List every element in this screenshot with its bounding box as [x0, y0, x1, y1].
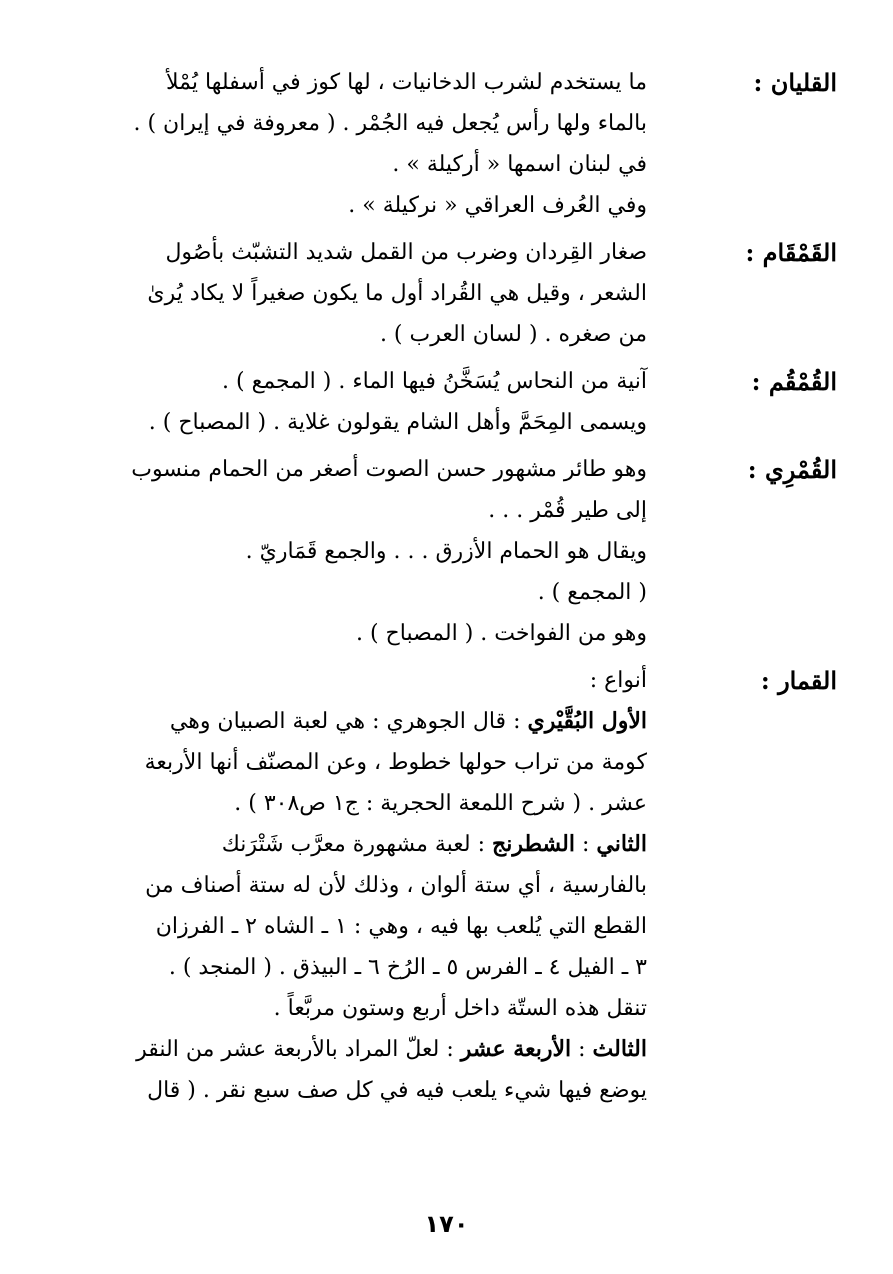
definition-line	[127, 701, 647, 742]
dictionary-page	[37, 62, 837, 1117]
definition-line: وفي العُرف العراقي « نركيلة » .	[348, 193, 647, 218]
entry-qamqam	[37, 232, 837, 355]
definition-text: : قال الجوهري : هي لعبة الصبيان وهي	[169, 709, 528, 734]
definition-line	[127, 824, 647, 865]
definition-line: ويسمى المِحَمَّ وأهل الشام يقولون غلاية . ( المصباح ) .	[148, 410, 647, 435]
type-term: الشطرنج	[492, 831, 575, 857]
definition-line: ما يستخدم لشرب الدخانيات ، لها كوز في أسفلها يُمْلأ	[166, 70, 647, 95]
definition-line: تنقل هذه الستّة داخل أربع وستون مربَّعاً .	[273, 996, 647, 1021]
definition-line: وهو من الفواخت . ( المصباح ) .	[355, 621, 647, 646]
entry-term: القليان :	[753, 68, 837, 97]
definition-text: :	[571, 1037, 593, 1062]
definition-line: بالماء ولها رأس يُجعل فيه الجُمْر . ( معروفة في إيران ) .	[133, 111, 647, 136]
entry-qimar	[37, 660, 837, 1111]
definition-line: ويقال هو الحمام الأزرق . . . والجمع قَمَاريّ .	[245, 539, 647, 564]
definition-line: القطع التي يُلعب بها فيه ، وهي : ١ ـ الشاه ٢ ـ الفرزان	[155, 914, 647, 939]
entry-term: القمار :	[760, 666, 837, 695]
definition-line: عشر . ( شرح اللمعة الحجرية : ج١ ص٣٠٨ ) .	[234, 791, 647, 816]
definition-line: آنية من النحاس يُسَخَّنُ فيها الماء . ( المجمع ) .	[222, 369, 647, 394]
entry-qilyan	[37, 62, 837, 226]
entry-term: القُمْقُم :	[751, 367, 837, 396]
definition-line	[127, 1029, 647, 1070]
definition-line: إلى طير قُمْر . . .	[488, 498, 647, 523]
definition-line: في لبنان اسمها « أركيلة » .	[392, 152, 647, 177]
definition-line: صغار القِردان وضرب من القمل شديد التشبّث بأصُول	[165, 240, 647, 265]
entry-qumri	[37, 449, 837, 654]
definition-line: ( المجمع ) .	[537, 580, 647, 605]
definition-intro: أنواع :	[589, 668, 647, 693]
entry-term: القُمْرِي :	[747, 455, 837, 484]
entry-definition	[127, 449, 647, 654]
definition-line: ٣ ـ الفيل ٤ ـ الفرس ٥ ـ الرُخ ٦ ـ البيذق . ( المنجد ) .	[168, 955, 647, 980]
definition-text: : لعلّ المراد بالأربعة عشر من النقر	[136, 1037, 461, 1062]
entry-term: القَمْقَام :	[745, 238, 837, 267]
entry-definition	[127, 660, 647, 1111]
definition-line: من صغره . ( لسان العرب ) .	[379, 322, 647, 347]
type-label: الثاني	[596, 831, 647, 857]
definition-text: : لعبة مشهورة معرَّب شَتْرَنك	[221, 832, 493, 857]
entry-definition	[127, 62, 647, 226]
entry-qumqum	[37, 361, 837, 443]
page-number: ١٧٠	[424, 1210, 469, 1238]
definition-line: بالفارسية ، أي ستة ألوان ، وذلك لأن له ستة أصناف من	[145, 873, 647, 898]
type-term: الأربعة عشر	[460, 1036, 572, 1062]
definition-line: كومة من تراب حولها خطوط ، وعن المصنّف أنها الأربعة	[144, 750, 647, 775]
definition-text: :	[574, 832, 597, 857]
definition-line: يوضع فيها شيء يلعب فيه في كل صف سبع نقر . ( قال	[147, 1078, 647, 1103]
entry-definition	[127, 232, 647, 355]
type-label: الأول البُقَّيْري	[527, 708, 647, 734]
entry-definition	[127, 361, 647, 443]
definition-line: وهو طائر مشهور حسن الصوت أصغر من الحمام منسوب	[131, 457, 647, 482]
definition-line: الشعر ، وقيل هي القُراد أول ما يكون صغيراً لا يكاد يُرىٰ	[147, 281, 647, 306]
type-label: الثالث	[592, 1036, 647, 1062]
